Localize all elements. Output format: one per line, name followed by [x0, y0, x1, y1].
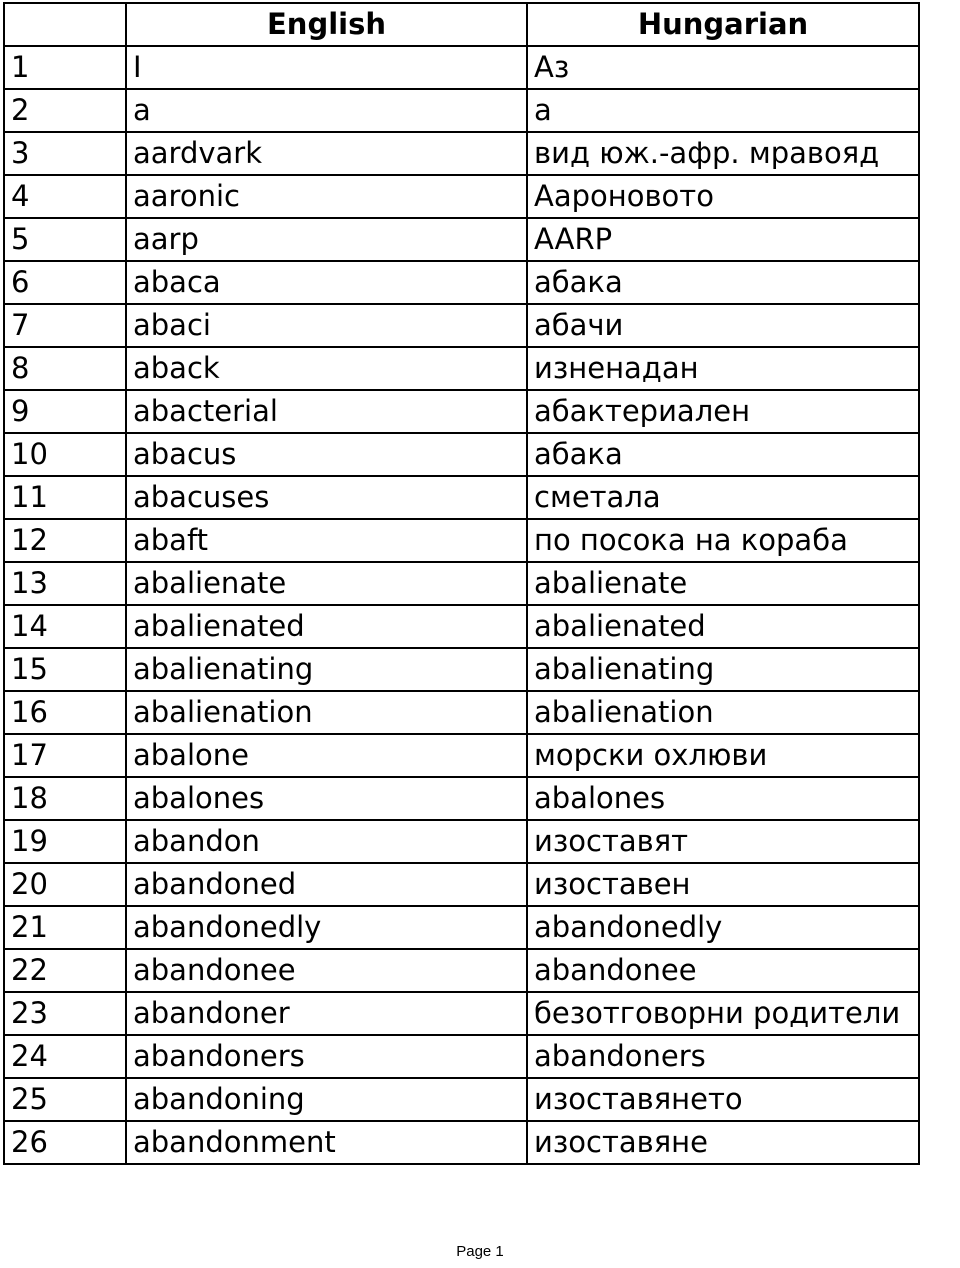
- translation-cell: Аароновото: [527, 175, 919, 218]
- english-word-cell: I: [126, 46, 527, 89]
- english-word-cell: aarp: [126, 218, 527, 261]
- english-word-cell: abandonment: [126, 1121, 527, 1164]
- english-word-cell: abaca: [126, 261, 527, 304]
- table-row: [4, 691, 919, 734]
- english-word-cell: abalones: [126, 777, 527, 820]
- translation-cell: abalienating: [527, 648, 919, 691]
- table-row: [4, 820, 919, 863]
- row-number-cell: 26: [4, 1121, 126, 1164]
- english-word-cell: aback: [126, 347, 527, 390]
- english-word-cell: abandonee: [126, 949, 527, 992]
- header-number: [4, 3, 126, 46]
- translation-cell: изоставянето: [527, 1078, 919, 1121]
- translation-cell: морски охлюви: [527, 734, 919, 777]
- page-number: Page 1: [456, 1243, 504, 1260]
- translation-cell: абачи: [527, 304, 919, 347]
- english-word-cell: abacuses: [126, 476, 527, 519]
- english-word-cell: aardvark: [126, 132, 527, 175]
- english-word-cell: abandoned: [126, 863, 527, 906]
- table-row: [4, 734, 919, 777]
- table-row: [4, 175, 919, 218]
- table-row: [4, 89, 919, 132]
- row-number-cell: 15: [4, 648, 126, 691]
- row-number-cell: 10: [4, 433, 126, 476]
- translation-cell: abandonedly: [527, 906, 919, 949]
- english-word-cell: abalienated: [126, 605, 527, 648]
- row-number-cell: 16: [4, 691, 126, 734]
- translation-cell: abalienate: [527, 562, 919, 605]
- table-row: [4, 992, 919, 1035]
- english-word-cell: abaci: [126, 304, 527, 347]
- table-row: [4, 648, 919, 691]
- translation-cell: abalones: [527, 777, 919, 820]
- translation-cell: безотговорни родители: [527, 992, 919, 1035]
- translation-cell: изоставен: [527, 863, 919, 906]
- table-row: [4, 519, 919, 562]
- row-number-cell: 21: [4, 906, 126, 949]
- table-row: [4, 304, 919, 347]
- translation-cell: изненадан: [527, 347, 919, 390]
- row-number-cell: 4: [4, 175, 126, 218]
- row-number-cell: 19: [4, 820, 126, 863]
- english-word-cell: abalienate: [126, 562, 527, 605]
- row-number-cell: 14: [4, 605, 126, 648]
- table-row: [4, 46, 919, 89]
- table-row: [4, 218, 919, 261]
- row-number-cell: 1: [4, 46, 126, 89]
- row-number-cell: 20: [4, 863, 126, 906]
- english-word-cell: abandon: [126, 820, 527, 863]
- table-row: [4, 1121, 919, 1164]
- header-hungarian: Hungarian: [527, 3, 919, 46]
- table-row: [4, 562, 919, 605]
- english-word-cell: abalone: [126, 734, 527, 777]
- english-word-cell: a: [126, 89, 527, 132]
- row-number-cell: 8: [4, 347, 126, 390]
- english-word-cell: abacus: [126, 433, 527, 476]
- table-row: [4, 433, 919, 476]
- translation-cell: abandoners: [527, 1035, 919, 1078]
- english-word-cell: aaronic: [126, 175, 527, 218]
- english-word-cell: abandonedly: [126, 906, 527, 949]
- row-number-cell: 3: [4, 132, 126, 175]
- translation-cell: abandonee: [527, 949, 919, 992]
- row-number-cell: 7: [4, 304, 126, 347]
- translation-cell: абака: [527, 433, 919, 476]
- translation-cell: абактериален: [527, 390, 919, 433]
- table-row: [4, 863, 919, 906]
- table-row: [4, 777, 919, 820]
- table-row: [4, 261, 919, 304]
- english-word-cell: abaft: [126, 519, 527, 562]
- table-row: [4, 605, 919, 648]
- translation-cell: изоставяне: [527, 1121, 919, 1164]
- english-word-cell: abandoner: [126, 992, 527, 1035]
- row-number-cell: 25: [4, 1078, 126, 1121]
- translation-cell: по посока на кораба: [527, 519, 919, 562]
- translation-cell: вид юж.-афр. мравояд: [527, 132, 919, 175]
- english-word-cell: abandoners: [126, 1035, 527, 1078]
- table-row: [4, 347, 919, 390]
- row-number-cell: 13: [4, 562, 126, 605]
- row-number-cell: 23: [4, 992, 126, 1035]
- header-english: English: [126, 3, 527, 46]
- translation-cell: сметала: [527, 476, 919, 519]
- table-row: [4, 390, 919, 433]
- row-number-cell: 2: [4, 89, 126, 132]
- english-word-cell: abalienation: [126, 691, 527, 734]
- row-number-cell: 18: [4, 777, 126, 820]
- row-number-cell: 11: [4, 476, 126, 519]
- row-number-cell: 17: [4, 734, 126, 777]
- table-row: [4, 906, 919, 949]
- table-row: [4, 132, 919, 175]
- row-number-cell: 6: [4, 261, 126, 304]
- row-number-cell: 22: [4, 949, 126, 992]
- translation-cell: AARP: [527, 218, 919, 261]
- translation-cell: a: [527, 89, 919, 132]
- english-word-cell: abandoning: [126, 1078, 527, 1121]
- english-word-cell: abalienating: [126, 648, 527, 691]
- row-number-cell: 9: [4, 390, 126, 433]
- table-row: [4, 1035, 919, 1078]
- vocabulary-table: [3, 2, 920, 1165]
- translation-cell: изоставят: [527, 820, 919, 863]
- row-number-cell: 24: [4, 1035, 126, 1078]
- english-word-cell: abacterial: [126, 390, 527, 433]
- table-row: [4, 476, 919, 519]
- translation-cell: Аз: [527, 46, 919, 89]
- row-number-cell: 12: [4, 519, 126, 562]
- translation-cell: abalienated: [527, 605, 919, 648]
- translation-cell: абака: [527, 261, 919, 304]
- translation-cell: abalienation: [527, 691, 919, 734]
- table-row: [4, 949, 919, 992]
- row-number-cell: 5: [4, 218, 126, 261]
- header-row: [4, 3, 919, 46]
- table-row: [4, 1078, 919, 1121]
